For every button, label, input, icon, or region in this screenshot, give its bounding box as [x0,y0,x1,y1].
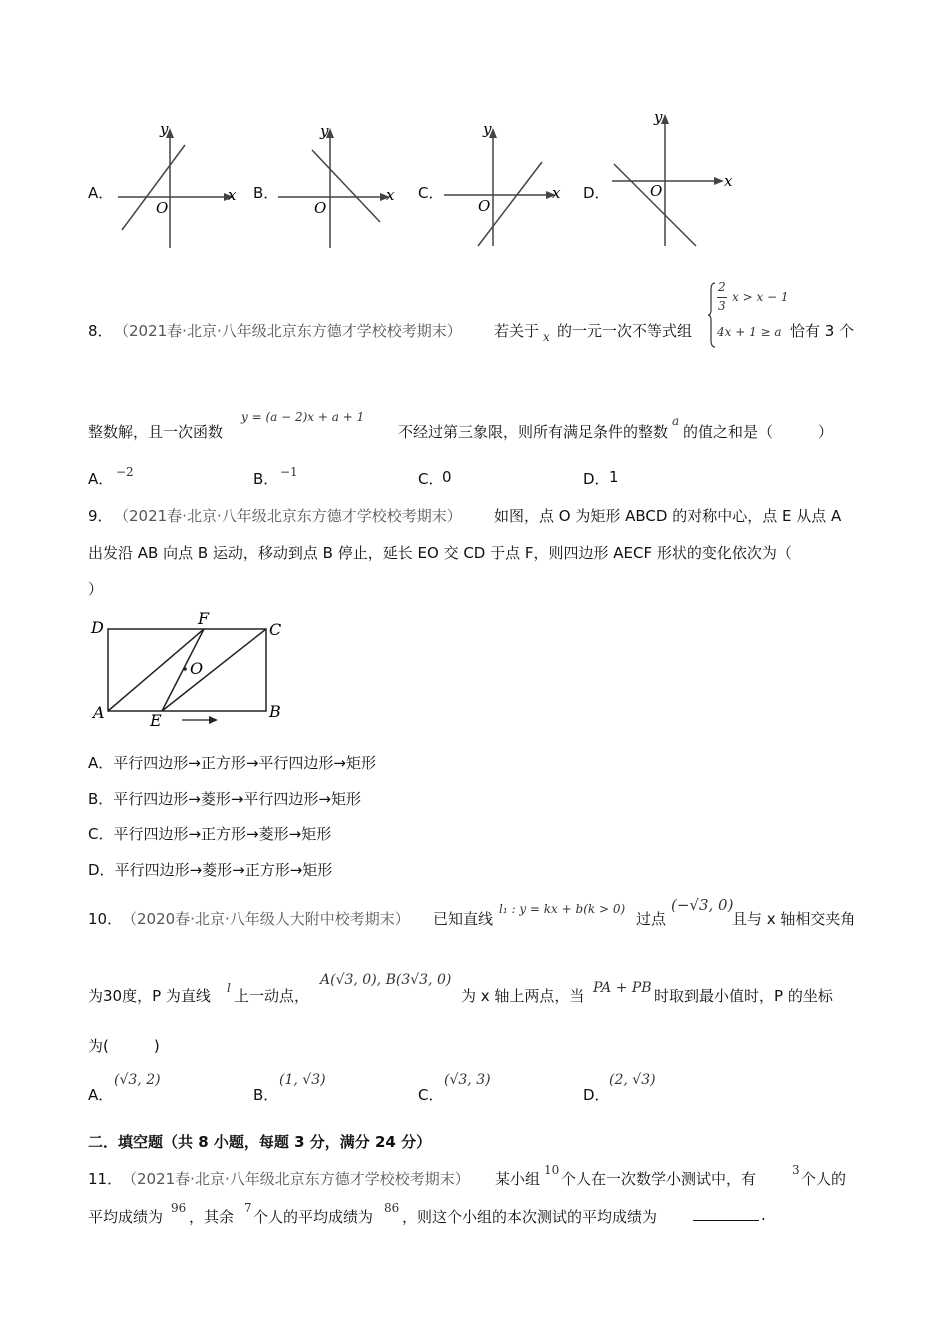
option-value: 1 [609,468,619,486]
question-text: 恰有 3 个 [790,322,855,340]
option-value: 0 [442,468,452,486]
option-a [88,752,376,773]
fraction-bar [717,297,727,298]
option-letter: A． [88,754,114,772]
option-value: −2 [116,465,134,479]
label-O: O [190,659,204,678]
option-c [88,823,331,844]
question-text: ，则这个小组的本次测试的平均成绩为 [402,1208,658,1226]
axis-x-label: x [228,186,237,204]
var-x: x [543,330,550,344]
label-D: D [91,618,104,637]
axis-x-label: x [552,184,561,202]
left-brace [707,282,717,348]
origin-label: O [314,199,327,217]
points-ab: A(√3, 0), B(3√3, 0) [320,972,452,988]
question-text: ，其余 [189,1208,235,1226]
question-text: 整数解，且一次函数 [88,423,224,441]
question-text: 时取到最小值时，P 的坐标 [654,987,833,1005]
question-text: 某小组 [495,1170,541,1188]
option-value: −1 [280,465,298,479]
question-text: 个人的平均成绩为 [253,1208,374,1226]
origin-label: O [478,197,491,215]
option-d [88,859,332,880]
section-title: 二．填空题（共 8 小题，每题 3 分，满分 24 分） [88,1133,432,1151]
number-10: 10 [544,1163,560,1177]
axis-x-label: x [724,172,733,190]
origin-label: O [156,199,169,217]
question-source: （2021春·北京·八年级北京东方德才学校校考期末） [122,1170,470,1188]
option-letter: B． [253,184,279,202]
fraction-denominator: 3 [718,299,726,313]
var-l: l [227,981,231,995]
label-F: F [198,609,210,628]
question-text: 若关于 [494,322,540,340]
option-letter: B． [253,1086,279,1104]
option-letter: C． [418,1086,444,1104]
function-expression: y = (a − 2)x + a + 1 [241,410,365,424]
option-value: (1, √3) [279,1072,326,1088]
question-text: ） [88,580,104,598]
label-E: E [150,711,162,730]
option-value: (√3, 3) [444,1072,491,1088]
fraction-numerator: 2 [718,280,726,294]
option-letter: D． [583,184,610,202]
inequality-1: x > x − 1 [732,290,789,304]
question-source: （2020春·北京·八年级人大附中校考期末） [122,910,410,928]
question-source: （2021春·北京·八年级北京东方德才学校校考期末） [114,322,462,340]
axis-y-label: y [483,120,492,138]
question-text: 且与 x 轴相交夹角 [732,910,856,928]
option-letter: C． [418,184,444,202]
inequality-2: 4x + 1 ≥ a [717,325,782,339]
origin-label: O [650,182,663,200]
question-number: 10． [88,910,123,928]
axis-x-label: x [386,186,395,204]
graph-a [110,120,245,250]
graph-c [438,118,573,250]
question-source: （2021春·北京·八年级北京东方德才学校校考期末） [114,507,462,525]
rectangle-figure [88,608,298,732]
option-letter: C． [88,825,114,843]
option-letter: D． [88,861,115,879]
question-number: 9． [88,507,113,525]
pa-pb: PA + PB [593,980,652,996]
question-text: 上一动点， [234,987,310,1005]
option-text: 平行四边形→菱形→正方形→矩形 [114,861,333,879]
number-3: 3 [792,1163,800,1177]
question-text: 为30度，P 为直线 [88,987,211,1005]
line-equation: l₁ : y = kx + b(k > 0) [499,902,626,916]
question-text: 不经过第三象限，则所有满足条件的整数 [398,423,669,441]
graph-d [604,106,744,250]
option-letter: B． [88,790,114,808]
answer-blank[interactable] [693,1206,759,1221]
option-letter: D． [583,470,610,488]
label-B: B [269,702,281,721]
option-letter: A． [88,184,114,202]
question-text: 平均成绩为 [88,1208,164,1226]
label-C: C [269,620,282,639]
option-value: (√3, 2) [114,1072,161,1088]
option-letter: A． [88,1086,114,1104]
question-text: 如图，点 O 为矩形 ABCD 的对称中心，点 E 从点 A [494,507,842,525]
option-text: 平行四边形→正方形→平行四边形→矩形 [113,754,376,772]
number-7: 7 [244,1201,252,1215]
graph-b [270,120,405,250]
question-text: 为 x 轴上两点，当 [461,987,585,1005]
axis-y-label: y [160,120,169,138]
question-number: 8． [88,322,113,340]
option-value: (2, √3) [609,1072,656,1088]
option-text: 平行四边形→正方形→菱形→矩形 [113,825,332,843]
number-96: 96 [171,1201,187,1215]
axis-y-label: y [320,122,329,140]
question-text: 的一元一次不等式组 [557,322,693,340]
question-text: 为( ) [88,1037,160,1055]
number-86: 86 [384,1201,400,1215]
point-coordinate: (−√3, 0) [671,896,734,914]
question-text: . [761,1206,766,1224]
label-A: A [93,703,105,722]
option-text: 平行四边形→菱形→平行四边形→矩形 [113,790,362,808]
var-a: a [672,414,680,428]
question-text: 出发沿 AB 向点 B 运动，移动到点 B 停止，延长 EO 交 CD 于点 F，则四边形 AECF 形状的变化依次为（ [88,544,792,562]
option-letter: B． [253,470,279,488]
question-number: 11． [88,1170,123,1188]
option-letter: D． [583,1086,610,1104]
option-b [88,788,361,809]
question-text: 过点 [636,910,667,928]
question-text: 个人的 [801,1170,847,1188]
axis-y-label: y [654,108,663,126]
question-text: 个人在一次数学小测试中，有 [561,1170,757,1188]
question-text: 的值之和是（ ） [683,423,834,441]
question-text: 已知直线 [433,910,494,928]
option-letter: A． [88,470,114,488]
option-letter: C． [418,470,444,488]
